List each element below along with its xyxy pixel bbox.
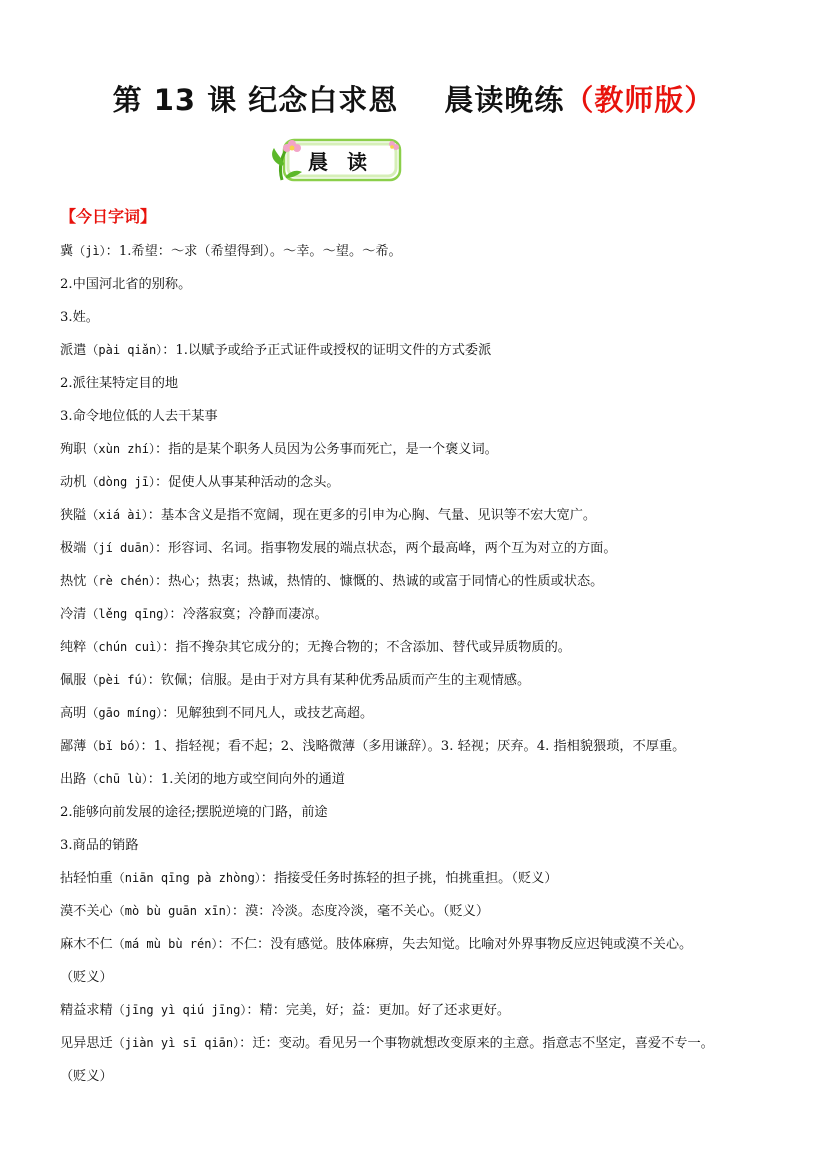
entry-word: 派遣 xyxy=(60,343,87,358)
entry-definition: （贬义） xyxy=(60,970,113,985)
entry-definition: ：钦佩；信服。是由于对方具有某种优秀品质而产生的主观情感。 xyxy=(147,673,531,688)
vocabulary-entry xyxy=(60,406,800,439)
entry-pinyin: （xùn zhí） xyxy=(86,442,155,456)
entry-word: 精益求精 xyxy=(60,1003,113,1018)
title-main: 第 13 课 纪念白求恩 xyxy=(112,83,399,117)
entry-word: 殉职 xyxy=(60,442,87,457)
entry-definition: ：基本含义是指不宽阔，现在更多的引申为心胸、气量、见识等不宏大宽广。 xyxy=(147,508,597,523)
vocabulary-entry xyxy=(60,736,800,769)
entry-pinyin: （gāo míng） xyxy=(86,706,163,720)
entry-pinyin: （pèi fú） xyxy=(86,673,148,687)
entry-definition: 2.能够向前发展的途径;摆脱逆境的门路，前途 xyxy=(60,805,328,820)
entry-word: 纯粹 xyxy=(60,640,87,655)
vocabulary-list xyxy=(60,241,800,1099)
entry-definition: ：1.希望：～求（希望得到）。～幸。～望。～希。 xyxy=(105,244,402,259)
entry-pinyin: （mò bù guān xīn） xyxy=(112,904,232,918)
vocabulary-entry xyxy=(60,604,800,637)
entry-word: 极端 xyxy=(60,541,87,556)
vocabulary-entry xyxy=(60,901,800,934)
vocabulary-entry xyxy=(60,703,800,736)
entry-definition: ：指不搀杂其它成分的；无搀合物的；不含添加、替代或异质物质的。 xyxy=(162,640,571,655)
vocabulary-entry xyxy=(60,307,800,340)
entry-definition: （贬义） xyxy=(60,1069,113,1084)
entry-pinyin: （niān qīng pà zhòng） xyxy=(112,871,261,885)
vocabulary-entry xyxy=(60,373,800,406)
entry-definition: 3.姓。 xyxy=(60,310,99,325)
entry-pinyin: （jiàn yì sī qiān） xyxy=(112,1036,240,1050)
entry-definition: ：冷落寂寞；冷静而凄凉。 xyxy=(169,607,328,622)
entry-definition: 2.中国河北省的别称。 xyxy=(60,277,192,292)
entry-pinyin: （jīng yì qiú jīng） xyxy=(112,1003,247,1017)
entry-word: 见异思迁 xyxy=(60,1036,113,1051)
vocabulary-entry xyxy=(60,1066,800,1099)
entry-pinyin: （chū lù） xyxy=(86,772,148,786)
vocabulary-entry xyxy=(60,1033,800,1066)
entry-definition: ：指的是某个职务人员因为公务事而死亡，是一个褒义词。 xyxy=(154,442,498,457)
entry-pinyin: （bǐ bó） xyxy=(86,739,141,753)
entry-definition: ：1.以赋予或给予正式证件或授权的证明文件的方式委派 xyxy=(162,343,492,358)
vocabulary-entry xyxy=(60,505,800,538)
vocabulary-entry xyxy=(60,967,800,1000)
vocabulary-entry xyxy=(60,868,800,901)
entry-word: 冀 xyxy=(60,244,74,259)
entry-definition: ：精：完美，好；益：更加。好了还求更好。 xyxy=(246,1003,511,1018)
entry-definition: 2.派往某特定目的地 xyxy=(60,376,179,391)
page-title xyxy=(0,78,827,119)
entry-pinyin: （pài qiǎn） xyxy=(86,343,163,357)
section-heading: 【今日字词】 xyxy=(60,207,157,226)
entry-pinyin: （jì） xyxy=(73,244,106,258)
entry-word: 热忱 xyxy=(60,574,87,589)
entry-definition: ：形容词、名词。指事物发展的端点状态，两个最高峰，两个互为对立的方面。 xyxy=(154,541,617,556)
vocabulary-entry xyxy=(60,571,800,604)
entry-definition: 3.命令地位低的人去干某事 xyxy=(60,409,218,424)
entry-word: 拈轻怕重 xyxy=(60,871,113,886)
entry-definition: 3.商品的销路 xyxy=(60,838,139,853)
vocabulary-entry xyxy=(60,835,800,868)
vocabulary-entry xyxy=(60,1000,800,1033)
entry-word: 麻木不仁 xyxy=(60,937,113,952)
entry-definition: ：热心；热衷；热诚，热情的、慷慨的、热诚的或富于同情心的性质或状态。 xyxy=(154,574,604,589)
entry-pinyin: （rè chén） xyxy=(86,574,155,588)
vocabulary-entry xyxy=(60,241,800,274)
vocabulary-entry xyxy=(60,274,800,307)
vocabulary-entry xyxy=(60,670,800,703)
vocabulary-entry xyxy=(60,769,800,802)
entry-pinyin: （lěng qīng） xyxy=(86,607,170,621)
entry-pinyin: （má mù bù rén） xyxy=(112,937,218,951)
vocabulary-entry xyxy=(60,472,800,505)
entry-pinyin: （jí duān） xyxy=(86,541,155,555)
vocabulary-entry xyxy=(60,538,800,571)
entry-word: 出路 xyxy=(60,772,87,787)
entry-pinyin: （chún cuì） xyxy=(86,640,163,654)
entry-pinyin: （xiá ài） xyxy=(86,508,148,522)
entry-definition: ：漠：冷淡。态度冷淡，毫不关心。（贬义） xyxy=(231,904,490,919)
vocabulary-entry xyxy=(60,439,800,472)
entry-definition: ：不仁：没有感觉。肢体麻痹，失去知觉。比喻对外界事物反应迟钝或漠不关心。 xyxy=(217,937,693,952)
title-edition: （教师版） xyxy=(564,83,715,117)
entry-definition: ：促使人从事某种活动的念头。 xyxy=(154,475,340,490)
entry-word: 冷清 xyxy=(60,607,87,622)
entry-word: 佩服 xyxy=(60,673,87,688)
title-sub: 晨读晚练 xyxy=(444,83,565,117)
entry-word: 鄙薄 xyxy=(60,739,87,754)
entry-word: 动机 xyxy=(60,475,87,490)
entry-definition: ：1、指轻视；看不起；2、浅略微薄（多用谦辞）。3. 轻视；厌弃。4. 指相貌猥琐，不厚重。 xyxy=(140,739,686,754)
vocabulary-entry xyxy=(60,637,800,670)
badge-label: 晨 读 xyxy=(308,150,373,174)
vocabulary-entry xyxy=(60,340,800,373)
entry-word: 漠不关心 xyxy=(60,904,113,919)
entry-word: 高明 xyxy=(60,706,87,721)
vocabulary-entry xyxy=(60,934,800,967)
entry-word: 狭隘 xyxy=(60,508,87,523)
entry-pinyin: （dòng jī） xyxy=(86,475,155,489)
entry-definition: ：1.关闭的地方或空间向外的通道 xyxy=(147,772,345,787)
entry-definition: ：指接受任务时拣轻的担子挑，怕挑重担。（贬义） xyxy=(260,871,558,886)
vocabulary-entry xyxy=(60,802,800,835)
entry-definition: ：见解独到不同凡人，或技艺高超。 xyxy=(162,706,374,721)
entry-definition: ：迁：变动。看见另一个事物就想改变原来的主意。指意志不坚定，喜爱不专一。 xyxy=(239,1036,714,1051)
